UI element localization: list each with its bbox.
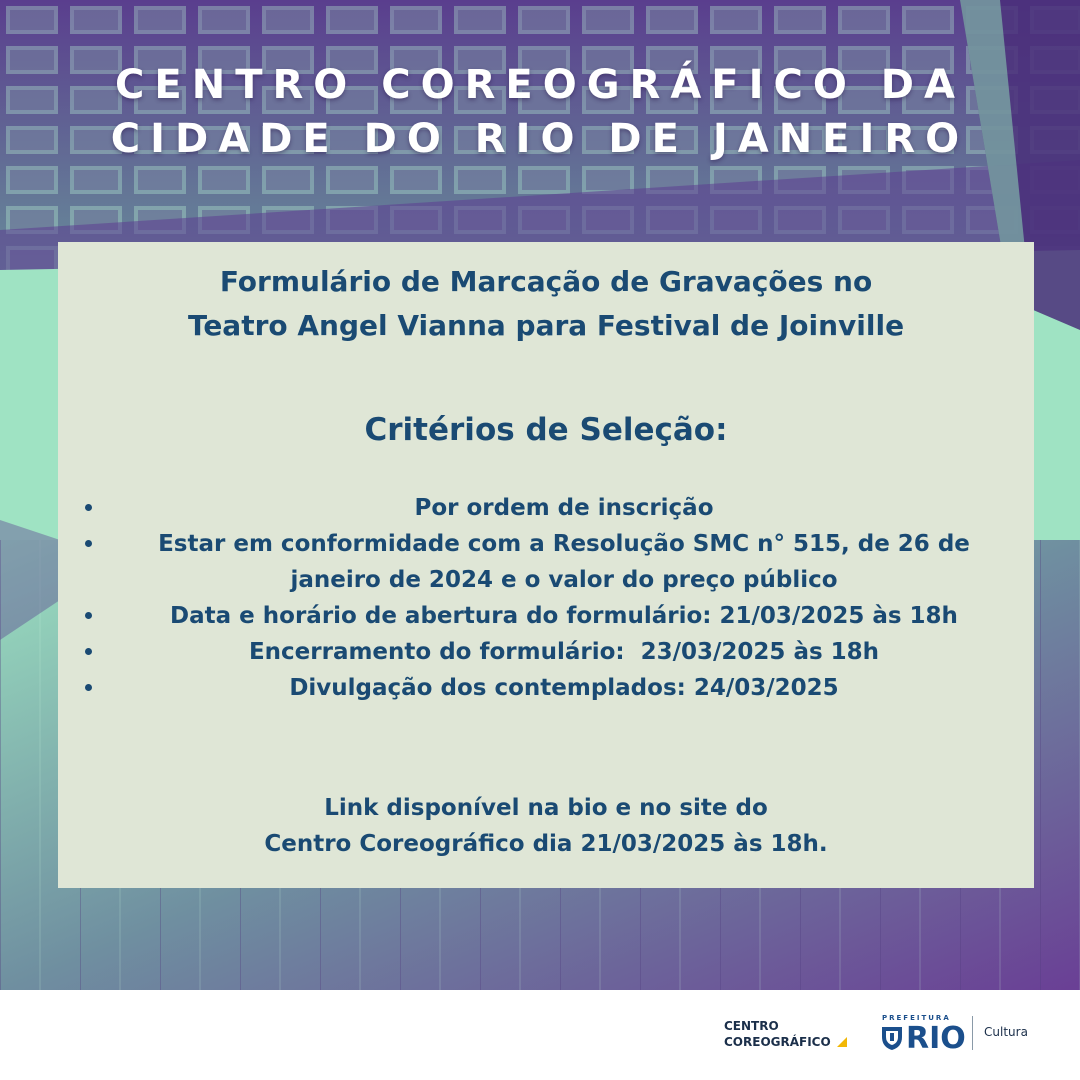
bullet-icon <box>85 648 92 655</box>
logo-rio-text: RIO <box>906 1021 966 1056</box>
triangle-icon <box>837 1037 847 1047</box>
list-item <box>58 634 1034 670</box>
list-item-text: Divulgação dos contemplados: 24/03/2025 <box>289 675 839 701</box>
logo-cc-line-2: COREOGRÁFICO <box>724 1035 831 1049</box>
logo-cc-line-1: CENTRO <box>724 1019 779 1033</box>
prefeitura-rio-logo <box>880 1014 966 1055</box>
page-header <box>0 58 1080 166</box>
logo-divider <box>972 1016 973 1050</box>
bullet-icon <box>85 504 92 511</box>
card-title-line-2: Teatro Angel Vianna para Festival de Joinville <box>187 309 905 342</box>
list-item <box>58 526 1034 598</box>
list-item-text: Data e horário de abertura do formulário: 21/03/2025 às 18h <box>170 603 958 629</box>
link-info <box>58 790 1034 862</box>
bullet-icon <box>85 684 92 691</box>
logo-rio-small: PREFEITURA <box>882 1014 951 1022</box>
crest-icon <box>880 1023 904 1055</box>
link-info-line-2: Centro Coreográfico dia 21/03/2025 às 18h. <box>264 831 828 857</box>
list-item-text: Estar em conformidade com a Resolução SMC n° 515, de 26 de janeiro de 2024 e o valor do preço público <box>158 531 970 593</box>
info-card <box>58 242 1034 888</box>
list-item <box>58 670 1034 706</box>
criteria-list <box>58 490 1034 706</box>
header-line-2: CIDADE DO RIO DE JANEIRO <box>110 116 970 162</box>
card-title-line-1: Formulário de Marcação de Gravações no <box>219 265 873 298</box>
list-item <box>58 598 1034 634</box>
list-item <box>58 490 1034 526</box>
centro-coreografico-logo <box>724 1018 847 1050</box>
list-item-text: Encerramento do formulário: 23/03/2025 às 18h <box>248 639 880 665</box>
list-item-text: Por ordem de inscrição <box>414 495 714 521</box>
cultura-label: Cultura <box>984 1025 1028 1039</box>
criteria-heading: Critérios de Seleção: <box>364 412 728 448</box>
bullet-icon <box>85 540 92 547</box>
header-line-1: CENTRO COREOGRÁFICO DA <box>115 62 965 108</box>
bullet-icon <box>85 612 92 619</box>
link-info-line-1: Link disponível na bio e no site do <box>324 795 768 821</box>
card-title <box>58 260 1034 348</box>
